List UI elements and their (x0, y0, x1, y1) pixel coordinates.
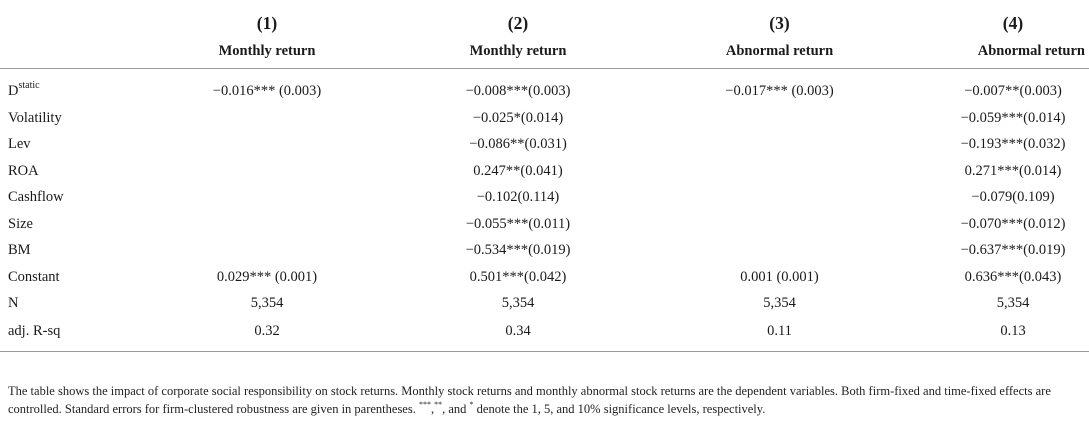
footnote-text: The table shows the impact of corporate social responsibility on stock returns. Monthly stock returns and monthly abnormal stock returns are the dependent variables. Both firm-fixed and time-fixed effects are controlled. Standard errors for firm-clustered robustness are given in parentheses. (8, 384, 1051, 416)
table-footnote (8, 382, 1083, 418)
table-cell (150, 132, 384, 159)
column-header: Monthly return (384, 34, 652, 69)
table-cell: 0.501***(0.042) (469, 268, 567, 285)
column-number: (1) (256, 13, 278, 33)
table-row (0, 132, 1089, 159)
table-row (0, 291, 1089, 318)
table-cell (652, 238, 907, 265)
column-number: (3) (769, 13, 790, 33)
row-label-text: Volatility (8, 109, 62, 126)
row-label-text: ROA (8, 162, 39, 179)
row-label (0, 317, 150, 352)
table-cell (652, 211, 907, 238)
footnote-separator: , and (442, 402, 470, 416)
row-label (0, 158, 150, 185)
row-label-text: Constant (8, 268, 60, 285)
row-label (0, 291, 150, 318)
table-cell: 5,354 (763, 295, 796, 312)
row-label-text: adj. R-sq (8, 322, 61, 339)
table-cell: −0.055***(0.011) (465, 215, 571, 232)
column-number-row (0, 0, 1089, 34)
table-cell: 0.32 (150, 317, 384, 352)
table-cell: −0.025*(0.014) (472, 109, 564, 126)
table-cell (150, 238, 384, 265)
column-header: Abnormal return (652, 34, 907, 69)
table-cell (150, 211, 384, 238)
row-label (0, 185, 150, 212)
table-cell: 0.13 (907, 317, 1089, 352)
table-cell: −0.016*** (0.003) (212, 82, 322, 99)
table-cell: −0.007**(0.003) (964, 82, 1062, 99)
row-label-superscript: static (18, 79, 40, 91)
row-label-text: BM (8, 242, 31, 259)
column-number: (4) (1002, 13, 1024, 33)
row-label-text: Size (8, 215, 33, 232)
header-empty (0, 34, 150, 69)
table-cell: 0.271***(0.014) (964, 162, 1062, 179)
table-cell: −0.079(0.109) (971, 189, 1055, 206)
table-cell: −0.008***(0.003) (465, 82, 571, 99)
table-cell: −0.059***(0.014) (960, 109, 1066, 126)
table-cell: 0.001 (0.001) (740, 268, 819, 285)
table-cell (652, 105, 907, 132)
row-label (0, 132, 150, 159)
table-cell: −0.193***(0.032) (960, 136, 1066, 153)
table-row (0, 238, 1089, 265)
table-cell: −0.534***(0.019) (465, 242, 571, 259)
row-label (0, 211, 150, 238)
header-empty (0, 0, 150, 34)
column-header: Abnormal return (907, 34, 1089, 69)
table-cell: −0.102(0.114) (476, 189, 560, 206)
table-row (0, 317, 1089, 352)
table-cell: 0.029*** (0.001) (216, 268, 318, 285)
table-cell (652, 158, 907, 185)
row-label-text: D (8, 82, 19, 99)
column-header-row (0, 34, 1089, 69)
significance-marker: ** (434, 399, 443, 409)
table-cell: −0.017*** (0.003) (725, 82, 834, 99)
row-label (0, 69, 150, 106)
column-header: Monthly return (150, 34, 384, 69)
table-cell: −0.637***(0.019) (960, 242, 1066, 259)
footnote-separator: , (430, 402, 435, 416)
row-label-text: N (8, 295, 19, 312)
table-cell: 0.11 (652, 317, 907, 352)
table-cell (652, 185, 907, 212)
table-cell (150, 158, 384, 185)
table-cell (150, 105, 384, 132)
table-body (0, 69, 1089, 352)
significance-marker: *** (418, 399, 431, 409)
table-cell: 0.636***(0.043) (964, 268, 1062, 285)
table-cell: −0.086**(0.031) (469, 136, 567, 153)
row-label (0, 105, 150, 132)
row-label (0, 238, 150, 265)
table-row (0, 69, 1089, 106)
table-cell: −0.070***(0.012) (960, 215, 1066, 232)
table-cell: 0.34 (384, 317, 652, 352)
table-row (0, 158, 1089, 185)
table-cell: 5,354 (996, 295, 1030, 312)
row-label (0, 264, 150, 291)
table-row (0, 211, 1089, 238)
table-cell: 5,354 (501, 295, 535, 312)
table-cell: 0.247**(0.041) (473, 162, 563, 179)
row-label-text: Lev (8, 136, 31, 153)
table-cell (150, 185, 384, 212)
table-cell (652, 132, 907, 159)
table-row (0, 105, 1089, 132)
table-cell: 5,354 (250, 295, 284, 312)
table-row (0, 185, 1089, 212)
significance-marker: * (469, 399, 474, 409)
footnote-text: denote the 1, 5, and 10% significance levels, respectively. (473, 402, 766, 416)
table-row (0, 264, 1089, 291)
column-number: (2) (507, 13, 529, 33)
row-label-text: Cashflow (8, 189, 64, 206)
